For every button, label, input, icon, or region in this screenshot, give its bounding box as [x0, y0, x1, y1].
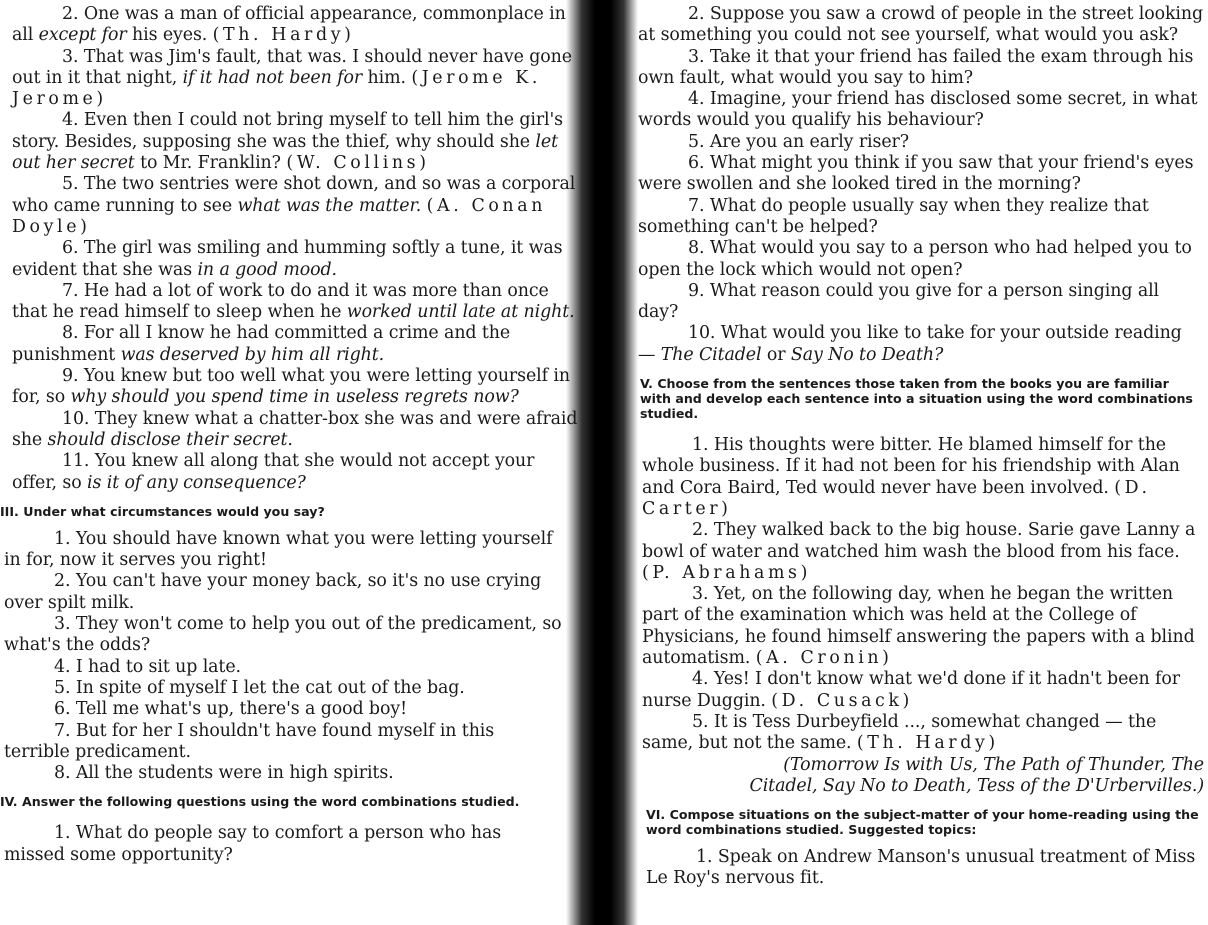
list-item: 2. Suppose you saw a crowd of people in the street looking at something you could not see yourself, what would you ask? [638, 4, 1204, 46]
list-item: 7. But for her I shouldn't have found myself in this terrible predicament. [4, 720, 495, 762]
item-number: 11. [62, 451, 95, 472]
list-item [12, 323, 580, 366]
emphasized-phrase: what was the matter. [237, 195, 422, 216]
item-text: You knew all along that she would not accept your offer, so [12, 451, 535, 493]
list-item: 8. All the students were in high spirits. [54, 763, 394, 784]
left-exercise-continued [12, 4, 580, 494]
emphasized-phrase: worked until late at night. [346, 302, 575, 323]
source-author: (Jerome K. Jerome) [12, 67, 541, 110]
item-text: to Mr. Franklin? [134, 153, 281, 174]
book-title: The Citadel [660, 344, 762, 365]
item-text: 2. They walked back to the big house. Sarie gave Lanny a bowl of water and watched him wash the blood from his face. [642, 520, 1196, 562]
emphasized-phrase: was deserved by him all right. [120, 344, 385, 365]
item-number: 4. [62, 110, 84, 131]
source-author: (Th. Hardy) [856, 733, 999, 754]
list-item [12, 366, 580, 409]
item-number: 5. [62, 174, 84, 195]
item-text: They knew what a chatter-box she was and were afraid she [12, 408, 578, 450]
list-item [12, 4, 580, 47]
list-item [12, 409, 580, 452]
item-10-text: 10. What would you like to take for your outside reading — [638, 323, 1182, 365]
section-v-items [642, 435, 1204, 754]
item-text: 4. Yes! I don't know what we'd done if it hadn't been for nurse Duggin. [642, 669, 1180, 711]
list-item: 3. They won't come to help you out of the predicament, so what's the odds? [4, 614, 562, 656]
section-number: VI. [646, 807, 666, 823]
list-item: 6. What might you think if you saw that your friend's eyes were swollen and she looked tired in the morning? [638, 153, 1194, 195]
source-author: (A. Conan Doyle) [12, 195, 547, 237]
section-heading-text: Choose from the sentences those taken from the books you are familiar with and develop each sentence into a situation using the word combinations studied. [640, 376, 1193, 422]
section-heading-text: Under what circumstances would you say? [23, 503, 325, 519]
item-text: For all I know he had committed a crime and the punishment [12, 323, 511, 365]
list-item: 9. What reason could you give for a person singing all day? [638, 280, 1160, 323]
emphasized-phrase: in a good mood. [197, 259, 337, 280]
section-vi-heading [646, 807, 1206, 837]
item-10 [638, 323, 1203, 366]
source-author: (P. Abrahams) [642, 562, 811, 583]
item-number: 3. [62, 46, 84, 67]
list-item: 3. Take it that your friend has failed the exam through his own fault, what would you say to him? [638, 46, 1194, 88]
section-iv-items [4, 823, 564, 866]
section-iii-heading [0, 504, 560, 519]
emphasized-phrase: if it had not been for [182, 67, 363, 88]
list-item [642, 669, 1204, 712]
item-text: The two sentries were shot down, and so was a corporal who came running to see [12, 174, 576, 216]
list-item [12, 174, 580, 238]
source-author: (D. Carter) [642, 477, 1151, 519]
item-text: The girl was smiling and humming softly a tune, it was evident that she was [12, 238, 563, 280]
item-text: 5. It is Tess Durbeyfield ..., somewhat changed — the same, but not the same. [642, 711, 1157, 754]
item-number: 9. [62, 366, 84, 387]
source-author: (Th. Hardy) [212, 25, 355, 46]
list-item [12, 451, 580, 494]
emphasized-phrase: except for [38, 25, 127, 46]
right-exercise-continued [638, 4, 1203, 323]
list-item [642, 584, 1204, 669]
list-item [12, 47, 580, 111]
section-heading-text: Compose situations on the subject-matter of your home-reading using the word combinations studied. Suggested topics: [646, 807, 1199, 838]
item-number: 2. [62, 4, 84, 24]
item-text: You knew but too well what you were letting yourself in for, so [12, 366, 570, 408]
section-heading-text: Answer the following questions using the word combinations studied. [21, 794, 520, 810]
list-item [642, 712, 1204, 755]
item-text: One was a man of official appearance, commonplace in all [12, 4, 566, 46]
book-title: Say No to Death? [790, 344, 944, 365]
section-number: III. [0, 503, 19, 519]
item-text: 1. His thoughts were bitter. He blamed himself for the whole business. If it had not been for his friendship with Alan and Cora Baird, Ted would never have been involved. [642, 435, 1180, 498]
left-page [0, 0, 580, 925]
list-item [12, 110, 580, 174]
source-author: (A. Cronin) [755, 648, 893, 669]
section-number: V. [640, 376, 653, 392]
emphasized-phrase: is it of any consequence? [87, 472, 306, 493]
list-item: 7. What do people usually say when they realize that something can't be helped? [638, 195, 1149, 237]
item-number: 6. [62, 238, 84, 259]
list-item: 4. Imagine, your friend has disclosed some secret, in what words would you qualify his behaviour? [638, 89, 1198, 131]
section-iii-items [4, 529, 564, 785]
conjunction: or [761, 344, 791, 365]
sources-line: (Tomorrow Is with Us, The Path of Thunder, The [783, 754, 1204, 775]
source-author: (D. Cusack) [771, 690, 913, 711]
item-text: He had a lot of work to do and it was more than once that he read himself to sleep when he [12, 280, 549, 323]
item-text: him. [362, 67, 406, 88]
list-item [12, 281, 580, 324]
list-item: 2. You can't have your money back, so it's no use crying over spilt milk. [4, 571, 542, 613]
list-item: 1. Speak on Andrew Manson's unusual treatment of Miss Le Roy's nervous fit. [646, 847, 1196, 889]
emphasized-phrase: why should you spend time in useless regrets now? [70, 387, 519, 408]
list-item [12, 238, 580, 281]
section-number: IV. [0, 794, 18, 810]
section-iv-heading [0, 794, 560, 809]
item-text: That was Jim's fault, that was. I should never have gone out in it that night, [12, 46, 572, 88]
list-item [642, 435, 1204, 520]
emphasized-phrase: let out her secret [12, 131, 558, 174]
item-text: his eyes. [126, 25, 208, 46]
emphasized-phrase: should disclose their secret. [47, 429, 293, 450]
source-author: (W. Collins) [286, 153, 430, 174]
list-item: 6. Tell me what's up, there's a good boy! [54, 699, 407, 720]
list-item: 1. What do people say to comfort a person who has missed some opportunity? [4, 823, 502, 865]
list-item: 1. You should have known what you were letting yourself in for, now it serves you right! [4, 528, 553, 571]
item-text: Even then I could not bring myself to tell him the girl's story. Besides, supposing she was the thief, why should she [12, 110, 564, 152]
section-v-sources [642, 755, 1208, 798]
list-item [642, 520, 1204, 584]
list-item: 4. I had to sit up late. [54, 656, 241, 677]
item-number: 8. [62, 323, 84, 344]
item-text: 3. Yet, on the following day, when he began the written part of the examination which was held at the College of Physicians, he found himself answering the papers with a blind automatism. [642, 584, 1195, 669]
sources-line: Citadel, Say No to Death, Tess of the D'Urbervilles.) [749, 775, 1204, 796]
list-item: 5. Are you an early riser? [688, 131, 909, 152]
list-item: 8. What would you say to a person who had helped you to open the lock which would not open? [638, 238, 1192, 280]
item-number: 10. [62, 408, 95, 429]
list-item: 5. In spite of myself I let the cat out of the bag. [54, 677, 465, 698]
section-v-heading [640, 376, 1202, 421]
right-page [630, 0, 1208, 925]
item-number: 7. [62, 280, 84, 301]
section-vi-items [646, 847, 1204, 890]
